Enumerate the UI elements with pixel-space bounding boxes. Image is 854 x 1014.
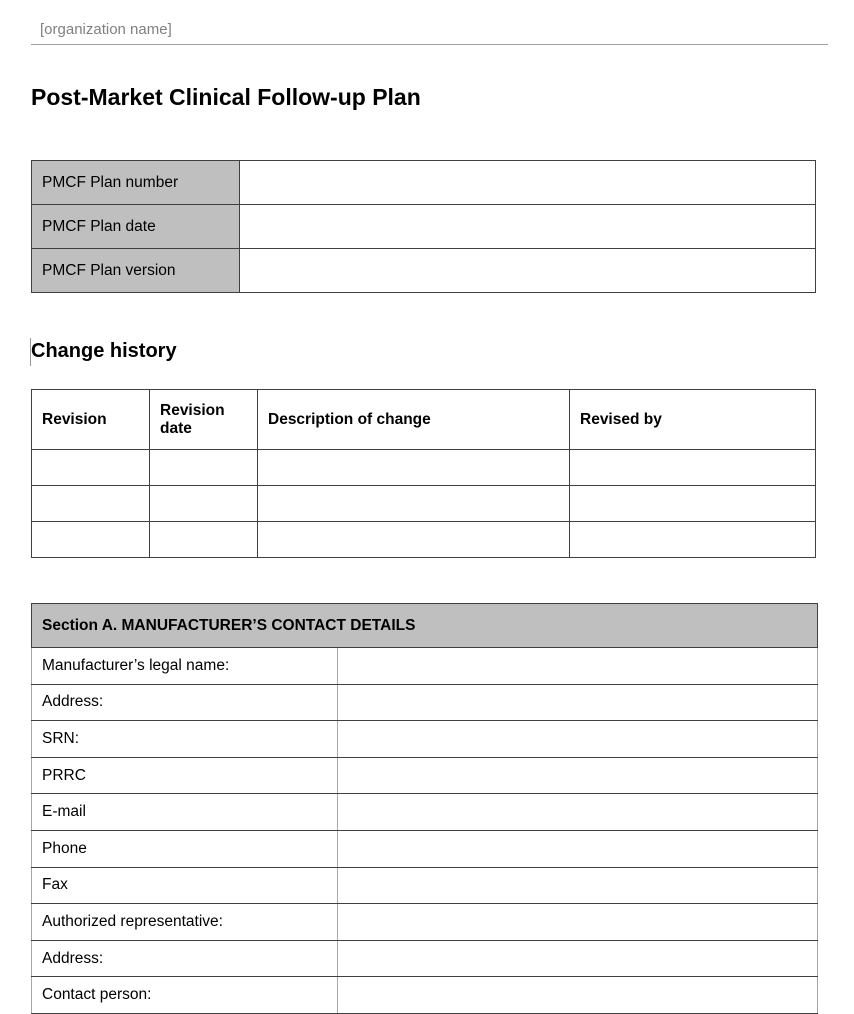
field-value[interactable] — [338, 684, 818, 721]
manufacturer-contact-table — [31, 603, 818, 1014]
table-row — [32, 757, 818, 794]
organization-name[interactable]: [organization name] — [40, 21, 172, 38]
table-cell[interactable] — [150, 450, 258, 486]
field-label: Address: — [32, 940, 338, 977]
table-row — [32, 977, 818, 1014]
table-row — [32, 940, 818, 977]
header-divider — [31, 44, 828, 45]
field-label: Authorized representative: — [32, 904, 338, 941]
table-row — [32, 648, 818, 685]
change-history-table — [31, 389, 816, 558]
field-label: PMCF Plan number — [32, 161, 240, 205]
table-cell[interactable] — [258, 522, 570, 558]
table-cell[interactable] — [32, 450, 150, 486]
field-value[interactable] — [240, 205, 816, 249]
table-row — [32, 794, 818, 831]
table-cell[interactable] — [570, 522, 816, 558]
table-cell[interactable] — [32, 522, 150, 558]
field-value[interactable] — [338, 648, 818, 685]
field-label: Address: — [32, 684, 338, 721]
field-value[interactable] — [338, 977, 818, 1014]
field-value[interactable] — [338, 940, 818, 977]
field-value[interactable] — [338, 721, 818, 758]
field-label: PMCF Plan version — [32, 249, 240, 293]
plan-info-table — [31, 160, 816, 293]
table-cell[interactable] — [150, 486, 258, 522]
field-label: Contact person: — [32, 977, 338, 1014]
column-header-revision-date: Revision date — [150, 390, 258, 450]
table-row — [32, 867, 818, 904]
table-row — [32, 721, 818, 758]
field-value[interactable] — [338, 757, 818, 794]
document-title: Post-Market Clinical Follow-up Plan — [31, 84, 421, 110]
field-label: Phone — [32, 830, 338, 867]
table-header-row — [32, 390, 816, 450]
field-label: E-mail — [32, 794, 338, 831]
field-label: PMCF Plan date — [32, 205, 240, 249]
column-header-revision: Revision — [32, 390, 150, 450]
table-row — [32, 205, 816, 249]
table-cell[interactable] — [258, 450, 570, 486]
table-row — [32, 249, 816, 293]
field-value[interactable] — [240, 249, 816, 293]
table-cell[interactable] — [32, 486, 150, 522]
field-value[interactable] — [240, 161, 816, 205]
field-label: PRRC — [32, 757, 338, 794]
table-row — [32, 486, 816, 522]
field-value[interactable] — [338, 830, 818, 867]
column-header-description: Description of change — [258, 390, 570, 450]
table-cell[interactable] — [150, 522, 258, 558]
table-cell[interactable] — [258, 486, 570, 522]
table-row — [32, 161, 816, 205]
table-cell[interactable] — [570, 450, 816, 486]
table-row — [32, 830, 818, 867]
table-row — [32, 522, 816, 558]
section-a-heading: Section A. MANUFACTURER’S CONTACT DETAILS — [32, 604, 818, 648]
table-row — [32, 684, 818, 721]
change-history-heading: Change history — [31, 340, 177, 362]
column-header-revised-by: Revised by — [570, 390, 816, 450]
field-label: Fax — [32, 867, 338, 904]
field-value[interactable] — [338, 867, 818, 904]
table-cell[interactable] — [570, 486, 816, 522]
field-value[interactable] — [338, 904, 818, 941]
table-row — [32, 450, 816, 486]
field-label: SRN: — [32, 721, 338, 758]
field-label: Manufacturer’s legal name: — [32, 648, 338, 685]
field-value[interactable] — [338, 794, 818, 831]
table-row — [32, 904, 818, 941]
